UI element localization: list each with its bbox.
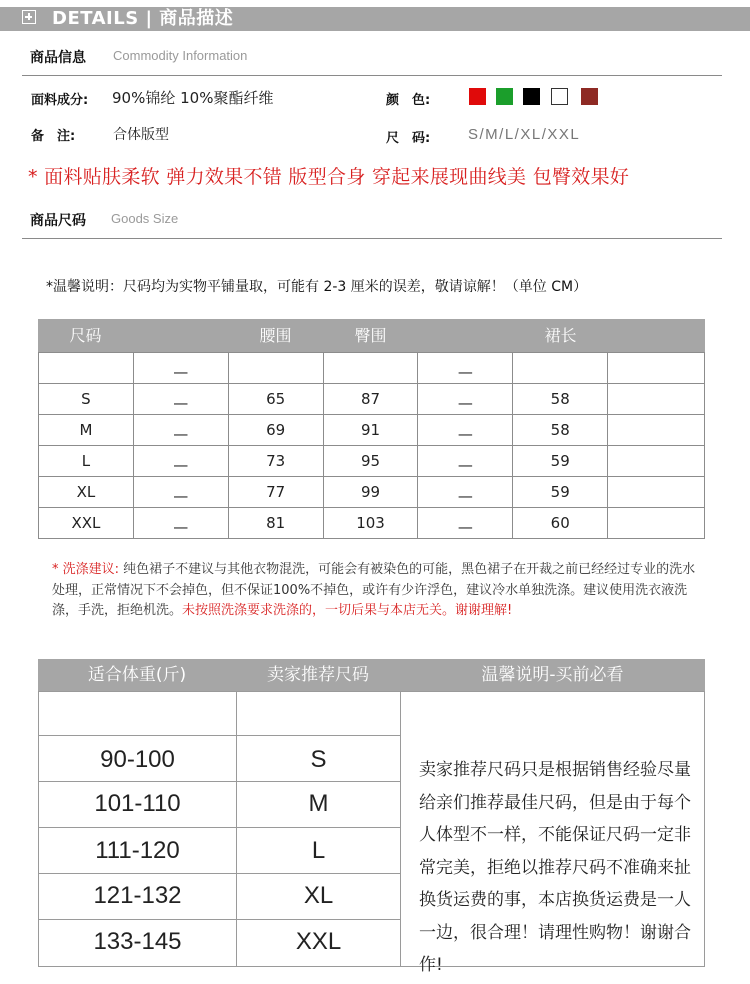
wash-advice <box>52 560 702 622</box>
table-cell <box>228 353 323 384</box>
size-label: 尺 码: <box>386 131 431 146</box>
color-swatch-green <box>496 88 513 105</box>
table-cell: 91 <box>323 415 418 446</box>
table-cell: 87 <box>323 384 418 415</box>
table-cell: 73 <box>228 446 323 477</box>
table-cell: 77 <box>228 477 323 508</box>
recommend-table <box>38 659 705 975</box>
row-divider <box>39 735 401 736</box>
table-cell: 58 <box>513 415 608 446</box>
table-row <box>39 446 705 477</box>
color-swatch-black <box>523 88 540 105</box>
table-cell <box>513 353 608 384</box>
table-cell: — <box>418 384 513 415</box>
recommended-size: XL <box>303 882 334 909</box>
recommended-size: XXL <box>295 928 342 955</box>
table-cell <box>608 415 705 446</box>
table-cell <box>608 508 705 539</box>
weight-range: 133-145 <box>93 928 182 955</box>
table-cell <box>39 353 134 384</box>
table-cell: XL <box>39 477 134 508</box>
table-row <box>39 415 705 446</box>
table-cell: — <box>133 477 228 508</box>
size-section-title: 商品尺码 <box>30 213 86 229</box>
color-swatch-white <box>551 88 568 105</box>
recommended-size: M <box>308 790 329 817</box>
header-size: 尺码 <box>69 326 102 345</box>
measure-note: *温馨说明：尺码均为实物平铺量取，可能有 2-3 厘米的误差，敬请谅解！（单位 CM） <box>46 279 588 295</box>
table-cell: 69 <box>228 415 323 446</box>
table-row <box>39 353 705 384</box>
table-cell <box>608 446 705 477</box>
table-cell: M <box>39 415 134 446</box>
column-divider <box>236 692 237 966</box>
table-cell: — <box>133 415 228 446</box>
recommended-size: L <box>311 837 326 864</box>
purchase-notice: 卖家推荐尺码只是根据销售经验尽量给亲们推荐最佳尺码，但是由于每个人体型不一样，不能保证尺码一定非常完美，拒绝以推荐尺码不准确来扯换货运费的事，本店换货运费是一人一边，很合理！请理性购物！谢谢合作! <box>419 760 691 975</box>
wash-advice-label: * 洗涤建议: <box>52 562 120 577</box>
table-cell <box>323 353 418 384</box>
table-cell: — <box>133 353 228 384</box>
header-waist: 腰围 <box>259 326 292 345</box>
table-cell: — <box>418 508 513 539</box>
size-section-subtitle: Goods Size <box>111 211 179 226</box>
wash-advice-text: 纯色裙子不建议与其他衣物混洗，可能会有被染色的可能，黑色裙子在开裁之前已经经过专业的洗水处理，正常情况下不会掉色，但不保证100%不掉色，或许有少许浮色，建议冷水单独洗涤。建议使用洗衣液洗涤，手洗，拒绝机洗。 <box>52 562 696 618</box>
header-weight: 适合体重(斤) <box>87 665 187 685</box>
recommended-size: S <box>310 746 327 773</box>
plus-box-icon <box>22 10 36 24</box>
weight-range: 90-100 <box>100 746 175 773</box>
note-value: 合体版型 <box>113 127 169 143</box>
wash-advice-warning: 未按照洗涤要求洗涤的，一切后果与本店无关。谢谢理解! <box>182 603 513 618</box>
fabric-value: 90%锦纶 10%聚酯纤维 <box>112 89 274 107</box>
details-header-bar <box>0 7 750 31</box>
info-section-title: 商品信息 <box>30 50 86 66</box>
table-cell: — <box>418 446 513 477</box>
table-cell <box>608 477 705 508</box>
header-hip: 臀围 <box>354 326 387 345</box>
weight-range: 111-120 <box>95 837 180 864</box>
info-section-subtitle: Commodity Information <box>113 48 248 63</box>
recommend-table-body <box>38 691 705 975</box>
row-divider <box>39 873 401 874</box>
weight-range: 121-132 <box>93 882 182 909</box>
column-divider <box>400 692 401 966</box>
table-cell: — <box>133 446 228 477</box>
header-recommended-size: 卖家推荐尺码 <box>267 665 369 685</box>
table-cell: 59 <box>513 477 608 508</box>
table-cell: — <box>418 477 513 508</box>
table-cell: — <box>133 384 228 415</box>
fabric-label: 面料成分: <box>31 93 89 108</box>
table-cell: 95 <box>323 446 418 477</box>
table-cell <box>608 353 705 384</box>
row-divider <box>39 827 401 828</box>
table-cell: 58 <box>513 384 608 415</box>
promo-text: * 面料贴肤柔软 弹力效果不错 版型合身 穿起来展现曲线美 包臀效果好 <box>28 166 630 188</box>
note-label: 备 注: <box>31 129 76 144</box>
table-cell <box>608 384 705 415</box>
size-table-grid <box>38 352 705 539</box>
table-cell: 81 <box>228 508 323 539</box>
table-cell: 65 <box>228 384 323 415</box>
table-cell: S <box>39 384 134 415</box>
size-table <box>38 319 705 549</box>
size-divider <box>22 238 722 239</box>
weight-range: 101-110 <box>94 790 181 817</box>
table-cell: — <box>418 353 513 384</box>
table-cell: L <box>39 446 134 477</box>
color-label: 颜 色: <box>386 93 431 108</box>
size-table-header <box>38 319 705 352</box>
color-swatch-red <box>469 88 486 105</box>
header-length: 裙长 <box>544 326 577 345</box>
row-divider <box>39 919 401 920</box>
table-row <box>39 384 705 415</box>
table-cell: 103 <box>323 508 418 539</box>
table-row <box>39 477 705 508</box>
table-cell: — <box>418 415 513 446</box>
color-swatch-wine <box>581 88 598 105</box>
table-row <box>39 508 705 539</box>
info-divider <box>22 75 722 76</box>
size-value: S/M/L/XL/XXL <box>468 126 581 143</box>
row-divider <box>39 781 401 782</box>
table-cell: — <box>133 508 228 539</box>
table-cell: 59 <box>513 446 608 477</box>
table-cell: 60 <box>513 508 608 539</box>
details-title: DETAILS | 商品描述 <box>52 8 234 29</box>
table-cell: 99 <box>323 477 418 508</box>
table-cell: XXL <box>39 508 134 539</box>
recommend-table-header <box>38 659 705 691</box>
header-notice: 温馨说明-买前必看 <box>481 665 624 685</box>
